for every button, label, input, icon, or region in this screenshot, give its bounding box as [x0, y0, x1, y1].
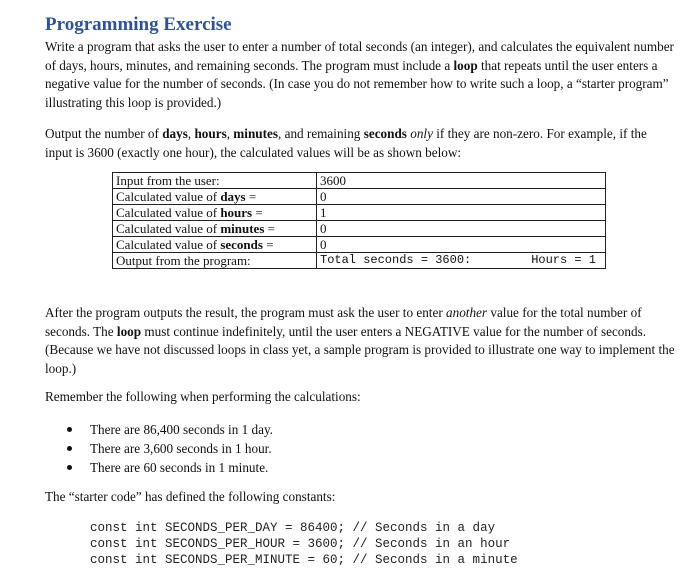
table-row-output — [113, 253, 606, 269]
output-text-4: , and remaining — [278, 126, 364, 141]
list-item: There are 60 seconds in 1 minute. — [45, 458, 273, 477]
row-label: Calculated value of hours = — [113, 205, 317, 221]
bullet-icon — [67, 465, 72, 470]
output-text-1: Output the number of — [45, 126, 163, 141]
example-table — [112, 172, 606, 269]
output-paragraph — [45, 125, 675, 162]
bullet-icon — [67, 427, 72, 432]
output-bold-days: days — [162, 126, 188, 141]
output-bold-minutes: minutes — [233, 126, 278, 141]
intro-text-2: that repeats until the user enters a negative value for the number of seconds. (In case you do not remember how to write such a loop, a “starter program” illustrating this loop is provided.) — [45, 57, 669, 110]
output-bold-seconds: seconds — [363, 126, 407, 141]
row-value: 0 — [317, 237, 606, 253]
row-label: Calculated value of minutes = — [113, 221, 317, 237]
row-value: 0 — [317, 189, 606, 205]
intro-text-1: Write a program that asks the user to enter a number of total seconds (an integer), and calculates the equivalent number of days, hours, minutes, and remaining seconds. The program must include a — [45, 39, 674, 73]
table-row — [113, 237, 606, 253]
output-total: Total seconds = 3600: — [320, 253, 472, 267]
loop-bold-loop: loop — [116, 323, 142, 339]
code-block — [90, 520, 518, 568]
remember-paragraph: Remember the following when performing the calculations: — [45, 389, 361, 404]
row-value: 3600 — [317, 173, 606, 189]
code-line: const int SECONDS_PER_MINUTE = 60; // Seconds in a minute — [90, 553, 518, 567]
row-label: Calculated value of seconds = — [113, 237, 317, 253]
output-text-6: if they are non-zero. For example, if the input is 3600 (exactly one hour), the calculated values will be as shown below: — [45, 126, 647, 160]
bullet-icon — [67, 446, 72, 451]
output-hours: Hours = 1 — [531, 253, 596, 267]
loop-italic-another: another — [446, 305, 488, 320]
output-label: Output from the program: — [113, 253, 317, 269]
facts-list — [45, 420, 273, 477]
starter-code-paragraph: The “starter code” has defined the following constants: — [45, 489, 336, 504]
loop-text-1: After the program outputs the result, the program must ask the user to enter — [45, 305, 447, 320]
output-text-2: , — [187, 126, 195, 141]
table-row — [113, 173, 606, 189]
table-row — [113, 189, 606, 205]
page-title: Programming Exercise — [45, 14, 232, 35]
output-value — [317, 253, 606, 269]
loop-paragraph — [45, 304, 675, 378]
intro-paragraph — [45, 38, 675, 112]
intro-bold-loop: loop — [453, 57, 478, 73]
output-italic-only: only — [410, 126, 433, 141]
row-value: 0 — [317, 221, 606, 237]
code-line: const int SECONDS_PER_HOUR = 3600; // Seconds in an hour — [90, 537, 511, 551]
list-item: There are 3,600 seconds in 1 hour. — [45, 439, 273, 458]
row-label: Calculated value of days = — [113, 189, 317, 205]
row-label: Input from the user: — [113, 173, 317, 189]
output-text-3: , — [226, 126, 234, 141]
loop-text-2: value for the total number of seconds. The — [45, 305, 642, 339]
table-row — [113, 221, 606, 237]
list-item: There are 86,400 seconds in 1 day. — [45, 420, 273, 439]
row-value: 1 — [317, 205, 606, 221]
code-line: const int SECONDS_PER_DAY = 86400; // Seconds in a day — [90, 521, 496, 535]
loop-text-3: must continue indefinitely, until the user enters a NEGATIVE value for the number of seconds. (Because we have not discussed loops in class yet, a sample program is provided to illustrate one way to implement the loop.) — [45, 323, 675, 376]
output-bold-hours: hours — [194, 126, 227, 141]
table-row — [113, 205, 606, 221]
